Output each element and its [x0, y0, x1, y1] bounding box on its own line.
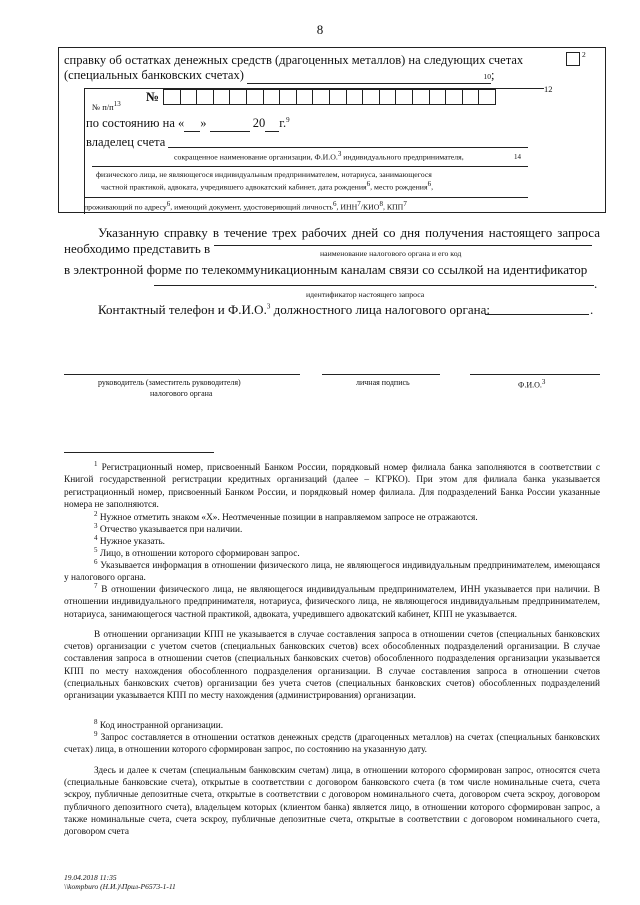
accounts-field[interactable]: 10	[247, 68, 491, 84]
footnote-9-continued: Здесь и далее к счетам (специальным банковским счетам) лица, в отношении которого сформирован запрос, относятся счета (специальные банковские счета), открытые в соответствии с договором банковского счета (в том числе номинальные счета, счета эскроу, публичные депозитные счета, открытые в соответствии с договором номинального счета, договором счета эскроу, договором публичного депозитного счета), владельцем которых (клиентом банка) является лицо, в отношении которого сформирован запрос, а также номинальные счета, счета эскроу, публичные депозитные счета, открытые в соответствии с договором номинального счета, договором счета	[64, 766, 600, 838]
digit-cell[interactable]	[279, 89, 297, 105]
footnote-8: $^8$ Код иностранной организации.	[94, 718, 224, 732]
submission-instruction: Указанную справку в течение трех рабочих дней со дня получения настоящего запроса необходимо представить в	[64, 225, 600, 256]
digit-cell[interactable]	[213, 89, 231, 105]
page-number: 8	[316, 22, 324, 37]
form-line-1: справку об остатках денежных средств (драгоценных металлов) на следующих счетах	[64, 53, 524, 67]
digit-cell[interactable]	[462, 89, 480, 105]
digit-cell[interactable]	[196, 89, 214, 105]
state-date-line: по состоянию на « » 20 г.$^9$	[86, 116, 290, 131]
month-field[interactable]	[210, 116, 250, 132]
signature-caption: личная подпись	[356, 378, 410, 387]
owner-caption-2: физического лица, не являющегося индивидуальным предпринимателем, нотариуса, занимающегося	[96, 170, 432, 179]
owner-label: владелец счета	[86, 135, 166, 149]
electronic-form-text: в электронной форме по телекоммуникационным каналам связи со ссылкой на идентификатор	[64, 262, 588, 277]
account-number-cells[interactable]	[164, 89, 496, 105]
request-id-end: .	[594, 276, 598, 291]
head-caption-2: налогового органа	[150, 389, 213, 398]
digit-cell[interactable]	[329, 89, 347, 105]
digit-cell[interactable]	[412, 89, 430, 105]
footnote-1: $^1$ Регистрационный номер, присвоенный Банком России, порядковый номер филиала банка заполняются в соответствии с Книгой государственной регистрации кредитных организаций (далее – КГРКО). При этом для филиала банка указывается регистрационный номер, присвоенный Банком России, и порядковый номер филиала. Для подразделений Банка России указанные номера не заполняются.	[64, 460, 600, 510]
footnote-7: $^7$ В отношении физического лица, не являющегося индивидуальным предпринимателем, ИНН указывается при наличии. В отношении индивидуального предпринимателя, нотариуса, физического лица, не являющегося индивидуальным предпринимателем, нотариуса, занимающегося частной практикой, адвоката, учредившего адвокатский кабинет, КПП не указывается.	[64, 582, 600, 620]
account-number-sign: №	[146, 89, 160, 104]
footnote-2: $^2$ Нужное отметить знаком «X». Неотмеченные позиции в направляемом запросе не отражаются.	[94, 510, 478, 524]
digit-cell[interactable]	[395, 89, 413, 105]
note-12: 12	[544, 84, 553, 94]
form-line-2: (специальных банковских счетах) 10;	[64, 68, 495, 82]
request-id-caption: идентификатор настоящего запроса	[306, 290, 425, 299]
personal-signature-line[interactable]	[322, 374, 440, 375]
owner-caption-3: частной практикой, адвоката, учредившего адвокатский кабинет, дата рождения6, место рождения6,	[101, 180, 434, 192]
footnote-9: $^9$ Запрос составляется в отношении остатков денежных средств (драгоценных металлов) на счетах (специальных банковских счетах) лица, в отношении которого сформирован запрос, по состоянию на указанную дату.	[64, 730, 600, 756]
row-number-label: № $п/п^{13}$	[92, 100, 121, 112]
digit-cell[interactable]	[346, 89, 364, 105]
fio-caption: Ф.И.О.3	[518, 378, 546, 390]
digit-cell[interactable]	[163, 89, 181, 105]
owner-field-2[interactable]	[92, 166, 528, 167]
digit-cell[interactable]	[263, 89, 281, 105]
digit-cell[interactable]	[246, 89, 264, 105]
digit-cell[interactable]	[362, 89, 380, 105]
head-signature-line[interactable]	[64, 374, 300, 375]
digit-cell[interactable]	[379, 89, 397, 105]
contact-field[interactable]	[485, 314, 589, 315]
digit-cell[interactable]	[312, 89, 330, 105]
owner-field[interactable]	[168, 147, 528, 148]
tax-authority-caption: наименование налогового органа и его код	[320, 249, 462, 258]
digit-cell[interactable]	[429, 89, 447, 105]
file-path-stamp: \\kompburo (Н.И.)\Прил-Р6573-1-11	[64, 882, 176, 891]
year-field[interactable]	[265, 116, 279, 132]
head-caption-1: руководитель (заместитель руководителя)	[98, 378, 241, 387]
print-timestamp: 19.04.2018 11:35	[64, 873, 117, 882]
footnote-divider	[64, 452, 214, 453]
request-id-field[interactable]	[154, 285, 594, 286]
digit-cell[interactable]	[478, 89, 496, 105]
digit-cell[interactable]	[445, 89, 463, 105]
tax-authority-field[interactable]	[214, 245, 592, 246]
owner-caption-4: проживающий по адресу6, имеющий документ, удостоверяющий личность6, ИНН7/КИО8, КПП7	[84, 200, 407, 212]
digit-cell[interactable]	[296, 89, 314, 105]
contact-end: .	[590, 302, 594, 317]
owner-field-3[interactable]	[84, 197, 528, 198]
note-14: 14	[514, 153, 521, 161]
contact-label: Контактный телефон и Ф.И.О.$^3$ должностного лица налогового органа:	[98, 302, 490, 317]
footnote-4: $^4$ Нужное указать.	[94, 534, 166, 548]
footnote-3: $^3$ Отчество указывается при наличии.	[94, 522, 243, 536]
note-2: 2	[582, 50, 586, 59]
owner-caption-1: сокращенное наименование организации, Ф.И.О.3 индивидуального предпринимателя,	[174, 150, 464, 162]
option-checkbox[interactable]	[566, 52, 580, 66]
digit-cell[interactable]	[229, 89, 247, 105]
day-field[interactable]	[184, 116, 200, 132]
footnote-7-continued: В отношении организации КПП не указывается в случае составления запроса в отношении счетов (специальных банковских счетов) организации с учетом счетов (специальных банковских счетов) всех обособленных подразделений организации. В случае составления запроса в отношении счетов (специальных банковских счетов) обособленного подразделения организации указывается КПП по месту нахождения обособленного подразделения организации. В случае составления запроса в отношении счетов (специальных банковских счетов) организации без учета счетов (специальных банковских счетов) обособленных подразделений организации указывается КПП по месту нахождения (администрирования) организации.	[64, 630, 600, 702]
footnote-6: $^6$ Указывается информация в отношении физического лица, не являющегося индивидуальным предпринимателем, имеющаяся у налогового органа.	[64, 558, 600, 584]
digit-cell[interactable]	[180, 89, 198, 105]
fio-signature-line[interactable]	[470, 374, 600, 375]
footnote-5: $^5$ Лицо, в отношении которого сформирован запрос.	[94, 546, 300, 560]
